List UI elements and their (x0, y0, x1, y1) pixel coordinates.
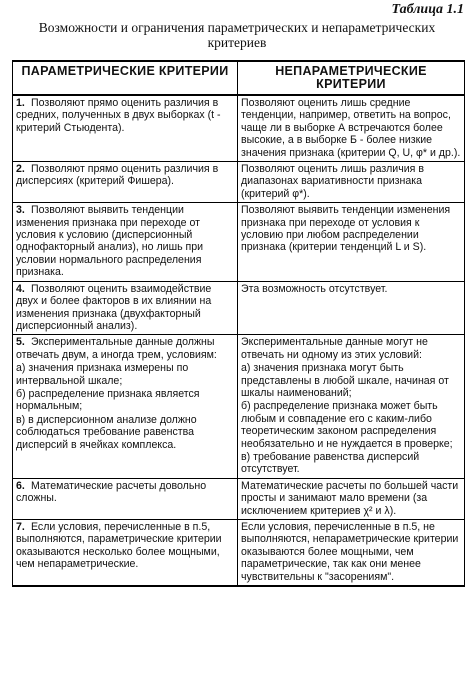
table-row (13, 520, 465, 587)
list-item: а) значения признака измерены по интервальной шкале; (16, 362, 189, 387)
table-row (13, 335, 465, 478)
cell-text: Если условия, перечисленные в п.5, выполняются, параметрические критерии оказываются несколько более мощными, чем непараметрические. (16, 521, 222, 571)
cell-text: Позволяют выявить тенденции изменения признака при переходе от условия к условию при любом распределении признака (критерии тенденций L и S). (241, 204, 451, 254)
row-number: 3. (16, 204, 25, 217)
cell-text: Экспериментальные данные могут не отвечать ни одному из этих условий: (241, 336, 428, 361)
cell-text: Позволяют оценить лишь средние тенденции, например, ответить на вопрос, чаще ли в выборке А встречаются более высокие, а в выборке Б - более низкие значения признака (критерии Q, U, φ* и др.). (241, 97, 461, 159)
cell-text: Математические расчеты по большей части просты и занимают мало времени (за исключением критериев χ² и λ). (241, 479, 459, 517)
list-item: б) распределение признака является нормальным; (16, 387, 200, 413)
list-item: в) в дисперсионном анализе должно соблюдаться требование равенства дисперсий в ячейках комплекса. (16, 413, 197, 451)
cell-parametric (13, 162, 238, 203)
cell-text: Позволяют оценить взаимодействие двух и более факторов в их влиянии на изменения признака (двухфакторный дисперсионный анализ). (16, 282, 212, 332)
cell-text: Математические расчеты довольно сложны. (16, 479, 207, 505)
cell-parametric (13, 335, 238, 478)
table-caption: Возможности и ограничения параметрических и непараметрических критериев (38, 20, 436, 50)
cell-text: Позволяют оценить лишь различия в диапазонах вариативности признака (критерий φ*). (241, 163, 424, 200)
cell-parametric (13, 281, 238, 335)
cell-text: Позволяют прямо оценить различия в средних, полученных в двух выборках (t - критерий Стьюдента). (16, 97, 221, 134)
table-row (13, 478, 465, 519)
cell-nonparametric (238, 520, 465, 587)
cell-parametric (13, 203, 238, 281)
cell-nonparametric (238, 335, 465, 478)
cell-text: Позволяют выявить тенденции изменения признака при переходе от условия к условию (дисперсионный однофакторный анализ), но лишь при условии нормального распределения признака. (16, 204, 204, 279)
row-number: 7. (16, 521, 25, 533)
cell-nonparametric (238, 95, 465, 162)
list-item: б) распределение признака может быть любым и совпадение его с каким-либо теоретическим законом распределения необязательно и не нуждается в проверке; (241, 400, 453, 450)
cell-parametric (13, 478, 238, 519)
row-number: 5. (16, 336, 25, 349)
table-row (13, 95, 465, 162)
col-header-parametric: ПАРАМЕТРИЧЕСКИЕ КРИТЕРИИ (13, 61, 238, 95)
cell-nonparametric (238, 203, 465, 281)
cell-text: Позволяют прямо оценить различия в дисперсиях (критерий Фишера). (16, 163, 219, 188)
cell-text: Экспериментальные данные должны отвечать двум, а иногда трем, условиям: (16, 336, 217, 361)
cell-text: Эта возможность отсутствует. (241, 282, 388, 295)
table-row (13, 203, 465, 281)
col-header-nonparametric: НЕПАРАМЕТРИЧЕСКИЕ КРИТЕРИИ (238, 61, 465, 95)
table-row (13, 162, 465, 203)
list-item: а) значения признака могут быть представлены в любой шкале, начиная от шкалы наименований; (241, 362, 449, 399)
table-number: Таблица 1.1 (391, 2, 464, 17)
cell-nonparametric (238, 478, 465, 519)
row-number: 1. (16, 97, 25, 109)
list-item: в) требование равенства дисперсий отсутствует. (241, 450, 420, 476)
row-number: 6. (16, 479, 25, 492)
table-row (13, 281, 465, 335)
row-number: 4. (16, 282, 25, 295)
cell-nonparametric (238, 281, 465, 335)
cell-text: Если условия, перечисленные в п.5, не выполняются, непараметрические критерии оказываются более мощными, чем параметрические, так как они менее чувствительны к "засорениям". (241, 521, 459, 583)
cell-parametric (13, 520, 238, 587)
header-row (13, 61, 465, 95)
row-number: 2. (16, 163, 25, 176)
cell-nonparametric (238, 162, 465, 203)
cell-parametric (13, 95, 238, 162)
criteria-table (12, 60, 465, 587)
